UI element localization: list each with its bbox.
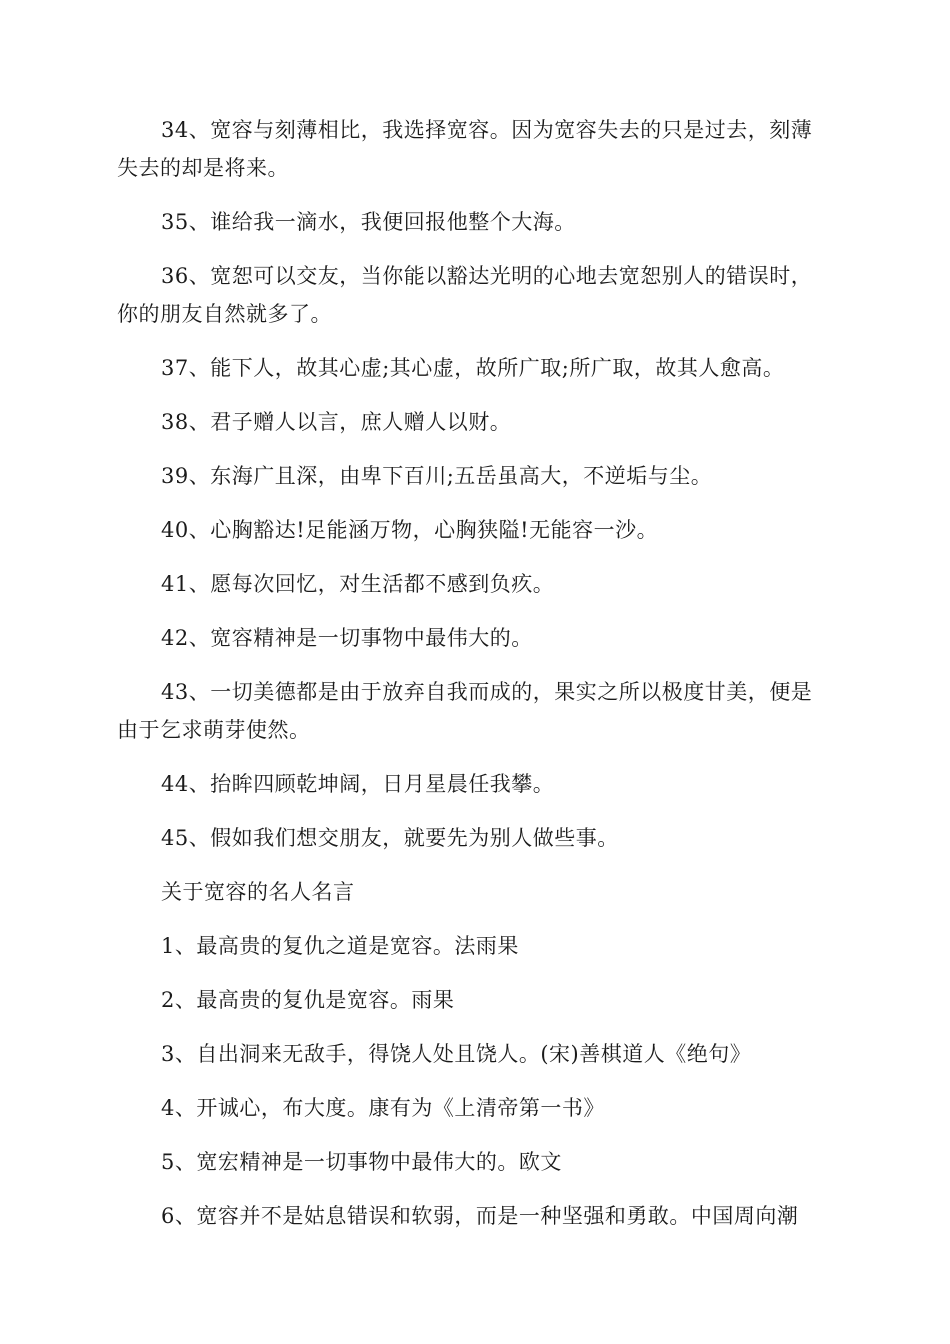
quote-paragraph: 39、东海广且深，由卑下百川;五岳虽高大，不逆垢与尘。 <box>161 464 713 488</box>
quote-paragraph: 45、假如我们想交朋友，就要先为别人做些事。 <box>161 826 619 850</box>
quote-paragraph: 3、自出洞来无敌手，得饶人处且饶人。(宋)善棋道人《绝句》 <box>161 1042 752 1066</box>
quote-paragraph: 34、宽容与刻薄相比，我选择宽容。因为宽容失去的只是过去，刻薄失去的却是将来。 <box>117 118 813 180</box>
quote-paragraph: 43、一切美德都是由于放弃自我而成的，果实之所以极度甘美，便是由于乞求萌芽使然。 <box>117 680 813 742</box>
quote-paragraph: 41、愿每次回忆，对生活都不感到负疚。 <box>161 572 555 596</box>
quote-paragraph: 6、宽容并不是姑息错误和软弱，而是一种坚强和勇敢。中国周向潮 <box>161 1204 799 1228</box>
quote-paragraph: 40、心胸豁达!足能涵万物，心胸狭隘!无能容一沙。 <box>161 518 659 542</box>
section-heading: 关于宽容的名人名言 <box>161 880 355 904</box>
quote-paragraph: 37、能下人，故其心虚;其心虚，故所广取;所广取，故其人愈高。 <box>161 356 785 380</box>
quote-paragraph: 1、最高贵的复仇之道是宽容。法雨果 <box>161 934 519 958</box>
quote-paragraph: 5、宽宏精神是一切事物中最伟大的。欧文 <box>161 1150 562 1174</box>
quote-paragraph: 2、最高贵的复仇是宽容。雨果 <box>161 988 455 1012</box>
quote-paragraph: 44、抬眸四顾乾坤阔，日月星晨任我攀。 <box>161 772 555 796</box>
quote-paragraph: 38、君子赠人以言，庶人赠人以财。 <box>161 410 512 434</box>
quote-paragraph: 35、谁给我一滴水，我便回报他整个大海。 <box>161 210 576 234</box>
quote-paragraph: 42、宽容精神是一切事物中最伟大的。 <box>161 626 533 650</box>
quote-paragraph: 4、开诚心，布大度。康有为《上清帝第一书》 <box>161 1096 605 1120</box>
quote-paragraph: 36、宽恕可以交友，当你能以豁达光明的心地去宽恕别人的错误时，你的朋友自然就多了。 <box>117 264 813 326</box>
